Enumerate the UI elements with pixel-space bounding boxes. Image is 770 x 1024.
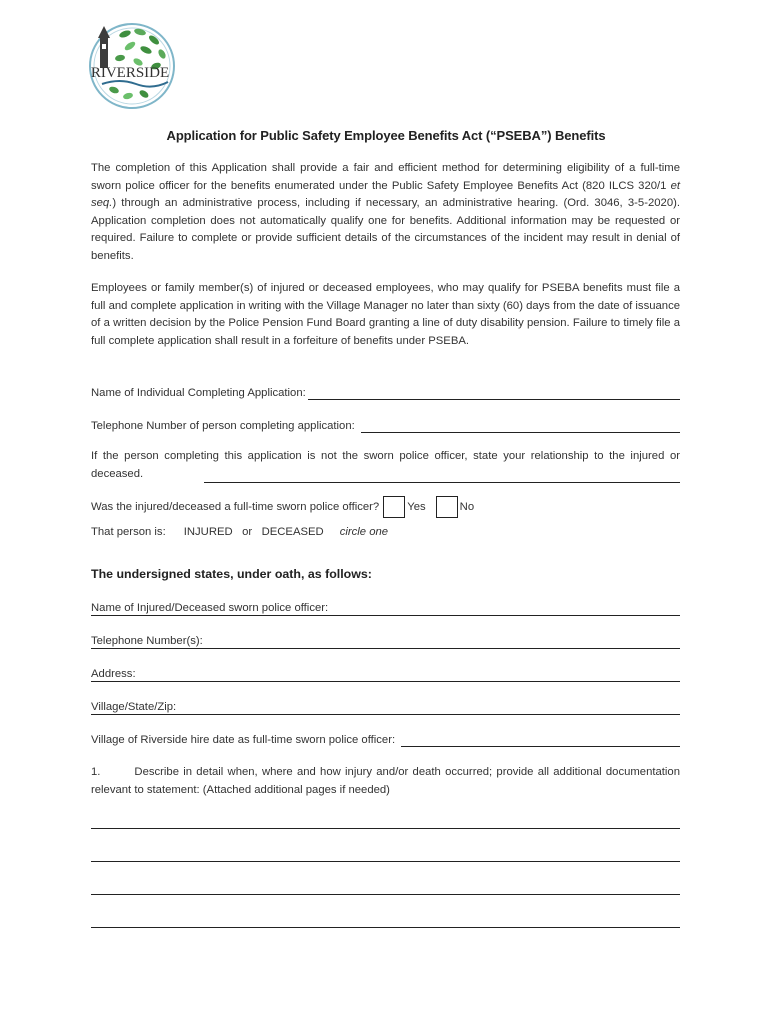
riverside-logo xyxy=(80,20,180,112)
intro-italic: et seq. xyxy=(91,179,680,210)
officer-name-field[interactable] xyxy=(91,599,680,616)
intro-paragraph xyxy=(91,160,680,266)
address-field[interactable] xyxy=(91,665,680,682)
name-completing-label: Name of Individual Completing Application: xyxy=(91,387,306,399)
person-status-row xyxy=(91,526,388,538)
relationship-label: If the person completing this application is not the sworn police officer, state your relationship to the injured or deceased. xyxy=(91,450,680,480)
fulltime-question-label: Was the injured/deceased a full-time sworn police officer? xyxy=(91,501,380,513)
injured-deceased-options[interactable]: INJURED or DECEASED xyxy=(183,526,324,538)
village-state-zip-label: Village/State/Zip: xyxy=(91,701,177,713)
relationship-field xyxy=(91,448,680,483)
answer-line[interactable] xyxy=(91,894,680,895)
oath-heading: The undersigned states, under oath, as follows: xyxy=(91,567,372,581)
logo-wordmark: RIVERSIDE xyxy=(90,65,170,81)
page-title: Application for Public Safety Employee Benefits Act (“PSEBA”) Benefits xyxy=(166,128,606,143)
answer-line[interactable] xyxy=(91,861,680,862)
hire-date-line[interactable] xyxy=(401,734,680,747)
hire-date-field[interactable] xyxy=(91,731,680,747)
relationship-line[interactable] xyxy=(204,482,680,483)
telephone-field[interactable] xyxy=(91,632,680,649)
telephone-completing-line[interactable] xyxy=(361,420,680,433)
intro-text-1: The completion of this Application shall provide a fair and efficient method for determining eligibility of a full-time sworn police officer for the benefits enumerated under the Public Safety Employee Benefits Act (820 ILCS 320/1 xyxy=(91,162,680,192)
address-label: Address: xyxy=(91,668,136,680)
fulltime-question-row xyxy=(91,496,474,518)
telephone-label: Telephone Number(s): xyxy=(91,635,203,647)
question-1-number: 1. xyxy=(91,766,101,778)
intro-text-2: ) through an administrative process, including if necessary, an administrative hearing. (Ord. 3046, 3-5-2020). Application completion does not automatically qualify one for benefits. Additional information may be requested or required. Failure to complete or provide sufficient details of the circumstances of the incident may result in denial of benefits. xyxy=(91,197,680,262)
circle-one-note: circle one xyxy=(339,526,389,538)
no-checkbox[interactable] xyxy=(436,496,458,518)
answer-line[interactable] xyxy=(91,927,680,928)
no-label: No xyxy=(459,501,475,513)
person-is-label: That person is: xyxy=(91,526,166,538)
riverside-seal-icon xyxy=(80,20,180,112)
answer-line[interactable] xyxy=(91,828,680,829)
name-completing-field[interactable] xyxy=(91,384,680,400)
hire-date-label: Village of Riverside hire date as full-time sworn police officer: xyxy=(91,734,396,746)
telephone-completing-field[interactable] xyxy=(91,417,680,433)
yes-checkbox[interactable] xyxy=(383,496,405,518)
telephone-completing-label: Telephone Number of person completing application: xyxy=(91,420,355,432)
yes-label: Yes xyxy=(407,501,426,513)
officer-name-label: Name of Injured/Deceased sworn police officer: xyxy=(91,602,329,614)
name-completing-line[interactable] xyxy=(308,387,680,400)
village-state-zip-field[interactable] xyxy=(91,698,680,715)
question-1 xyxy=(91,764,680,799)
question-1-text: Describe in detail when, where and how injury and/or death occurred; provide all additional documentation relevant to statement: (Attached additional pages if needed) xyxy=(91,766,680,796)
eligibility-paragraph: Employees or family member(s) of injured or deceased employees, who may qualify for PSEBA benefits must file a full and complete application in writing with the Village Manager no later than sixty (60) days from the date of issuance of a written decision by the Police Pension Fund Board granting a line of duty disability pension. Failure to timely file a full complete application shall result in a forfeiture of benefits under PSEBA. xyxy=(91,282,680,347)
